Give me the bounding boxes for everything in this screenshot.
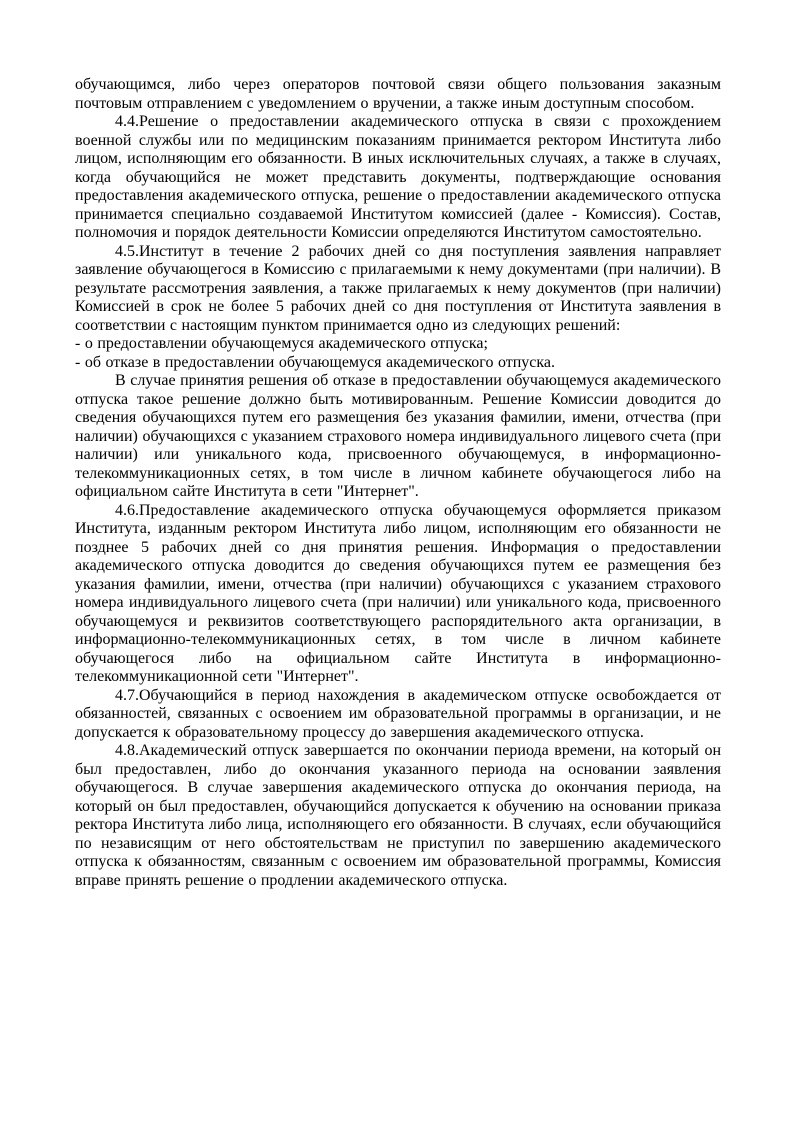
paragraph-4-4: 4.4.Решение о предоставлении академического отпуска в связи с прохождением военной службы или по медицинским показаниям принимается ректором Института либо лицом, исполняющим его обязанности. В иных исключительных случаях, а также в случаях, когда обучающийся не может представить документы, подтверждающие основания предоставления академического отпуска, решение о предоставлении академического отпуска принимается специально создаваемой Институтом комиссией (далее - Комиссия). Состав, полномочия и порядок деятельности Комиссии определяются Институтом самостоятельно. bbox=[75, 113, 721, 241]
list-item-refuse: - об отказе в предоставлении обучающемуся академического отпуска. bbox=[75, 353, 556, 371]
paragraph-4-5: 4.5.Институт в течение 2 рабочих дней со дня поступления заявления направляет заявление обучающегося в Комиссию с прилагаемыми к нему документами (при наличии). В результате рассмотрения заявления, а также прилагаемых к нему документов (при наличии) Комиссией в срок не более 5 рабочих дней со дня поступления от Института заявления в соответствии с настоящим пунктом принимается одно из следующих решений: bbox=[75, 242, 721, 334]
paragraph-continuation: обучающимся, либо через операторов почтовой связи общего пользования заказным почтовым отправлением с уведомлением о вручении, а также иным доступным способом. bbox=[75, 76, 721, 112]
paragraph-4-7: 4.7.Обучающийся в период нахождения в академическом отпуске освобождается от обязанностей, связанных с освоением им образовательной программы в организации, и не допускается к образовательному процессу до завершения академического отпуска. bbox=[75, 686, 721, 741]
list-item-grant: - о предоставлении обучающемуся академического отпуска; bbox=[75, 335, 488, 352]
paragraph-4-8: 4.8.Академический отпуск завершается по окончании периода времени, на который он был предоставлен, либо до окончания указанного периода на основании заявления обучающегося. В случае завершения академического отпуска до окончания периода, на который он был предоставлен, обучающийся допускается к обучению на основании приказа ректора Института либо лица, исполняющего его обязанности. В случаях, если обучающийся по независящим от него обстоятельствам не приступил по завершению академического отпуска к обязанностям, связанным с освоением им образовательной программы, Комиссия вправе принять решение о продлении академического отпуска. bbox=[75, 742, 721, 889]
paragraph-refusal: В случае принятия решения об отказе в предоставлении обучающемуся академического отпуска такое решение должно быть мотивированным. Решение Комиссии доводится до сведения обучающихся путем его размещения без указания фамилии, имени, отчества (при наличии) обучающихся с указанием страхового номера индивидуального лицевого счета (при наличии) или уникального кода, присвоенного обучающемуся, в информационно-телекоммуникационных сетях, в том числе в личном кабинете обучающегося либо на официальном сайте Института в сети "Интернет". bbox=[75, 372, 721, 500]
paragraph-4-6: 4.6.Предоставление академического отпуска обучающемуся оформляется приказом Института, изданным ректором Института либо лицом, исполняющим его обязанности не позднее 5 рабочих дней со дня принятия решения. Информация о предоставлении академического отпуска доводится до сведения обучающихся путем ее размещения без указания фамилии, имени, отчества (при наличии) обучающихся с указанием страхового номера индивидуального лицевого счета (при наличии) или уникального кода, присвоенного обучающемуся и реквизитов соответствующего распорядительного акта организации, в информационно-телекоммуникационных сетях, в том числе в личном кабинете обучающегося либо на официальном сайте Института в информационно-телекоммуникационной сети "Интернет". bbox=[75, 501, 721, 685]
